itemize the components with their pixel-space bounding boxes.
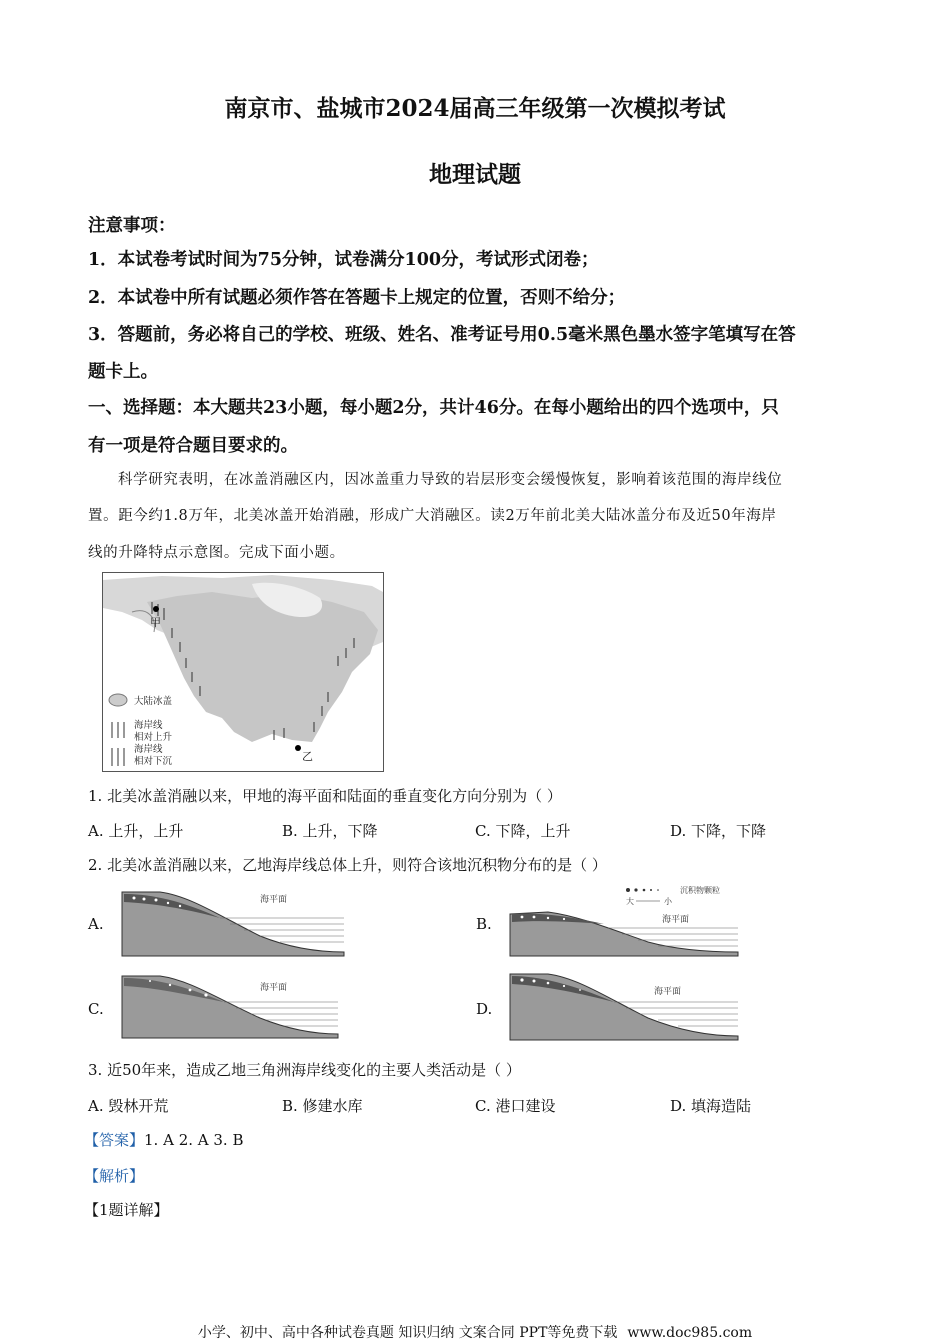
answer-text: 1. A 2. A 3. B	[144, 1131, 244, 1149]
q2-option-d-label: D.	[476, 1000, 493, 1018]
footer-text: 小学、初中、高中各种试卷真题 知识归纳 文案合同 PPT等免费下载	[197, 1325, 618, 1341]
q3-option-c: C. 港口建设	[475, 1097, 556, 1115]
detail-tag: 【1题详解】	[84, 1201, 169, 1219]
q1-option-b: B. 上升，下降	[282, 822, 378, 840]
map-label-yi: 乙	[302, 750, 313, 763]
q2-option-b-diagram	[508, 884, 740, 958]
north-america-map	[102, 572, 384, 772]
legend-sink-1: 海岸线	[134, 744, 163, 755]
footer-url[interactable]: www.doc985.com	[627, 1325, 753, 1341]
q3-option-a: A. 毁林开荒	[88, 1097, 169, 1115]
notice-item-3-cont: 题卡上。	[88, 362, 158, 382]
section-instruction-1: 一、选择题：本大题共23小题，每小题2分，共计46分。在每小题给出的四个选项中，只	[88, 398, 779, 418]
q2-b-grain-label: 沉积物颗粒	[680, 886, 720, 895]
q2-option-c-diagram	[120, 972, 340, 1040]
notice-heading: 注意事项：	[88, 216, 176, 236]
q1-option-c: C. 下降，上升	[475, 822, 571, 840]
legend-sink-2: 相对下沉	[134, 756, 173, 767]
exam-title: 南京市、盐城市2024届高三年级第一次模拟考试	[224, 95, 726, 122]
question-2-stem: 2. 北美冰盖消融以来，乙地海岸线总体上升，则符合该地沉积物分布的是（ ）	[88, 856, 607, 874]
q2-option-b-label: B.	[476, 915, 492, 933]
passage-line-3: 线的升降特点示意图。完成下面小题。	[88, 545, 345, 561]
exam-subtitle: 地理试题	[429, 161, 521, 188]
notice-item-3: 3．答题前，务必将自己的学校、班级、姓名、准考证号用0.5毫米黑色墨水签字笔填写在答	[88, 325, 796, 345]
analysis-tag: 【解析】	[84, 1167, 145, 1185]
notice-item-1: 1．本试卷考试时间为75分钟，试卷满分100分，考试形式闭卷；	[88, 250, 599, 270]
map-label-jia: 甲	[150, 616, 161, 629]
notice-item-2: 2．本试卷中所有试题必须作答在答题卡上规定的位置，否则不给分；	[88, 288, 626, 308]
section-instruction-2: 有一项是符合题目要求的。	[88, 436, 298, 456]
legend-ice: 大陆冰盖	[134, 696, 173, 707]
q2-d-sea-label: 海平面	[654, 987, 682, 997]
q2-b-grain-big: 大	[626, 897, 634, 906]
q2-b-grain-small: 小	[664, 897, 672, 906]
q2-option-a-label: A.	[88, 915, 104, 933]
q1-option-d: D. 下降，下降	[670, 822, 767, 840]
answer-line	[84, 1129, 243, 1150]
q2-b-sea-label: 海平面	[662, 915, 690, 925]
legend-rise-2: 相对上升	[134, 732, 173, 743]
q3-option-d: D. 填海造陆	[670, 1097, 752, 1115]
q2-a-sea-label: 海平面	[260, 895, 288, 905]
q2-option-d-diagram	[508, 970, 740, 1042]
q1-option-a: A. 上升，上升	[88, 822, 184, 840]
question-1-stem: 1. 北美冰盖消融以来，甲地的海平面和陆面的垂直变化方向分别为（ ）	[88, 787, 562, 805]
q2-option-c-label: C.	[88, 1000, 104, 1018]
page-footer	[0, 1322, 950, 1342]
q2-option-a-diagram	[120, 888, 346, 958]
q3-option-b: B. 修建水库	[282, 1097, 363, 1115]
passage-line-1: 科学研究表明，在冰盖消融区内，因冰盖重力导致的岩层形变会缓慢恢复，影响着该范围的海岸线位	[118, 472, 783, 488]
question-3-stem: 3. 近50年来，造成乙地三角洲海岸线变化的主要人类活动是（ ）	[88, 1061, 521, 1079]
passage-line-2: 置。距今约1.8万年，北美冰盖开始消融，形成广大消融区。读2万年前北美大陆冰盖分布及近50年海岸	[88, 508, 777, 524]
legend-rise-1: 海岸线	[134, 720, 163, 731]
q2-c-sea-label: 海平面	[260, 983, 288, 993]
answer-tag: 【答案】	[84, 1131, 145, 1149]
